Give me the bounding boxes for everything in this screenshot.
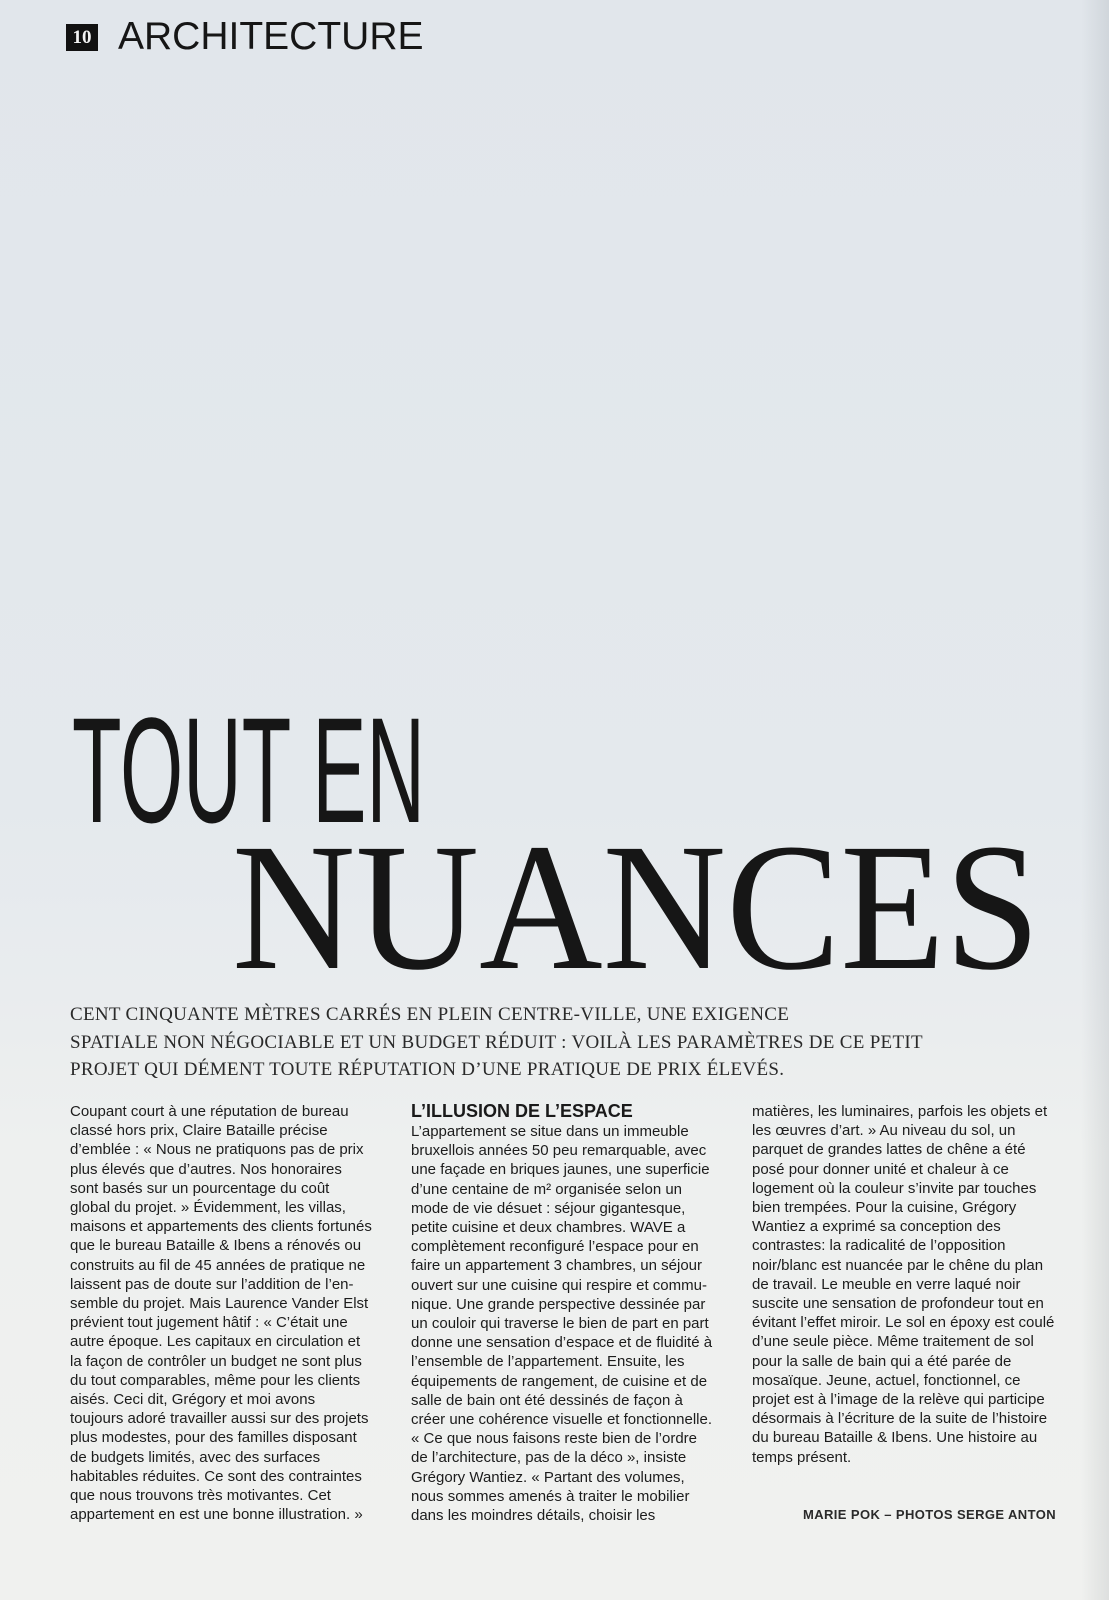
body-text-line: de l’architecture, pas de la déco », insiste — [411, 1449, 687, 1467]
body-column-2 — [411, 1101, 716, 1525]
body-text-line: aisés. Ceci dit, Grégory et moi avons — [70, 1391, 316, 1409]
body-text-line: projet est à l’image de la relève qui participe — [752, 1391, 1045, 1409]
body-text-line: petite cuisine et deux chambres. WAVE a — [411, 1219, 686, 1237]
body-text-line: dans les moindres détails, choisir les — [411, 1507, 656, 1525]
body-text-line: la façon de contrôler un budget ne sont plus — [70, 1352, 362, 1370]
body-text-line: habitables réduites. Ce sont des contraintes — [70, 1467, 362, 1485]
body-text-line: contrastes: la radicalité de l’opposition — [752, 1237, 1006, 1255]
body-text-line: salle de bain ont été dessinés de façon à — [411, 1391, 683, 1409]
standfirst-line: SPATIALE NON NÉGOCIABLE ET UN BUDGET RÉDUIT : VOILÀ LES PARAMÈTRES DE CE PETIT — [70, 1031, 923, 1053]
body-text-line: d’une centaine de m² organisée selon un — [411, 1180, 683, 1198]
body-text-line: nous sommes amenés à traiter le mobilier — [411, 1487, 690, 1505]
body-text-line: Coupant court à une réputation de bureau — [70, 1103, 349, 1120]
column-2-text — [411, 1122, 716, 1525]
body-text-line: autre époque. Les capitaux en circulation et — [70, 1333, 361, 1351]
body-text-line: toujours adoré travailler aussi sur des projets — [70, 1410, 369, 1428]
body-text-line: suscite une sensation de profondeur tout en — [752, 1295, 1044, 1313]
body-text-line: nique. Une grande perspective dessinée par — [411, 1295, 706, 1313]
body-text-line: du bureau Bataille & Ibens. Une histoire au — [752, 1429, 1038, 1447]
body-text-line: laissent pas de doute sur l’addition de l’en- — [70, 1275, 354, 1293]
body-text-line: plus élevés que d’autres. Nos honoraires — [70, 1160, 342, 1178]
body-text-line: pour la salle de bain qui a été parée de — [752, 1352, 1012, 1370]
body-text-line: bien trempées. Pour la cuisine, Grégory — [752, 1199, 1017, 1217]
body-text-line: évitant l’effet miroir. Le sol en époxy est coulé — [752, 1314, 1055, 1332]
body-text-line: prévient tout jugement hâtif : « C’était une — [70, 1314, 348, 1332]
page-number-badge: 10 — [66, 24, 98, 51]
column-heading: L’ILLUSION DE L’ESPACE — [411, 1101, 633, 1121]
body-text-line: désormais à l’écriture de la suite de l’histoire — [752, 1410, 1048, 1428]
body-text-line: d’une seule pièce. Même traitement de sol — [752, 1333, 1034, 1351]
body-text-line: que nous trouvons très motivantes. Cet — [70, 1487, 331, 1505]
body-text-line: maisons et appartements des clients fortunés — [70, 1218, 372, 1236]
body-text-line: L’appartement se situe dans un immeuble — [411, 1123, 689, 1140]
body-text-line: ouvert sur une cuisine qui respire et commu- — [411, 1276, 707, 1294]
body-text-line: construits au fil de 45 années de pratique ne — [70, 1256, 366, 1274]
body-text-line: temps présent. — [752, 1448, 852, 1466]
body-text-line: l’ensemble de l’appartement. Ensuite, les — [411, 1353, 685, 1371]
byline-credit: MARIE POK – PHOTOS SERGE ANTON — [802, 1507, 1056, 1522]
standfirst-line: PROJET QUI DÉMENT TOUTE RÉPUTATION D’UNE PRATIQUE DE PRIX ÉLEVÉS. — [70, 1059, 785, 1080]
body-text-line: classé hors prix, Claire Bataille précise — [70, 1122, 328, 1140]
section-title: ARCHITECTURE — [118, 15, 424, 58]
body-text-line: créer une cohérence visuelle et fonctionnelle. — [411, 1411, 713, 1429]
body-text-line: semble du projet. Mais Laurence Vander Elst — [70, 1295, 369, 1313]
headline — [0, 680, 1109, 1008]
body-text-line: faire un appartement 3 chambres, un séjour — [411, 1257, 702, 1275]
body-text-line: que le bureau Bataille & Ibens a rénovés ou — [70, 1237, 362, 1255]
body-text-line: « Ce que nous faisons reste bien de l’ordre — [411, 1430, 698, 1448]
body-text-line: sont basés sur un pourcentage du coût — [70, 1179, 330, 1197]
body-text-line: de budgets limités, avec des surfaces — [70, 1448, 321, 1466]
headline-line-1: TOUT EN — [72, 686, 425, 854]
standfirst — [70, 1001, 923, 1084]
body-text-line: les œuvres d’art. » Au niveau du sol, un — [752, 1122, 1016, 1140]
standfirst-line: CENT CINQUANTE MÈTRES CARRÉS EN PLEIN CENTRE-VILLE, UNE EXIGENCE — [70, 1004, 790, 1025]
body-text-line: plus modestes, pour des familles disposant — [70, 1429, 357, 1447]
body-text-line: global du projet. » Évidemment, les villas, — [70, 1199, 346, 1217]
body-column-3 — [752, 1102, 1057, 1467]
body-text-line: mode de vie désuet : séjour gigantesque, — [411, 1199, 686, 1217]
headline-line-2: NUANCES — [232, 807, 1040, 1008]
body-text-line: bruxellois années 50 peu remarquable, avec — [411, 1142, 707, 1160]
body-text-line: donne une sensation d’espace et de fluidité à — [411, 1334, 713, 1352]
body-column-1 — [70, 1102, 375, 1524]
body-text-line: appartement en est une bonne illustration. » — [70, 1506, 363, 1524]
body-text-line: équipements de rangement, de cuisine et de — [411, 1372, 708, 1390]
body-text-line: complètement reconfiguré l’espace pour en — [411, 1238, 699, 1256]
body-text-line: un couloir qui traverse le bien de part en part — [411, 1315, 709, 1333]
body-text-line: parquet de grandes lattes de chêne a été — [752, 1141, 1026, 1159]
body-text-line: logement où la couleur s’invite par touches — [752, 1179, 1037, 1197]
body-text-line: du tout comparables, même pour les clients — [70, 1371, 361, 1389]
body-text-line: mosaïque. Jeune, actuel, fonctionnel, ce — [752, 1371, 1021, 1389]
body-text-line: d’emblée : « Nous ne pratiquons pas de prix — [70, 1141, 364, 1159]
body-text-line: Grégory Wantiez. « Partant des volumes, — [411, 1468, 685, 1486]
body-text-line: noir/blanc est nuancée par le chêne du plan — [752, 1256, 1044, 1274]
body-text-line: posé pour donner unité et chaleur à ce — [752, 1160, 1009, 1178]
body-text-line: une façade en briques jaunes, une superficie — [411, 1161, 710, 1179]
body-text-line: Wantiez a exprimé sa conception des — [752, 1218, 1001, 1236]
body-text-line: matières, les luminaires, parfois les objets et — [752, 1103, 1048, 1120]
body-text-line: de travail. Le meuble en verre laqué noir — [752, 1275, 1021, 1293]
